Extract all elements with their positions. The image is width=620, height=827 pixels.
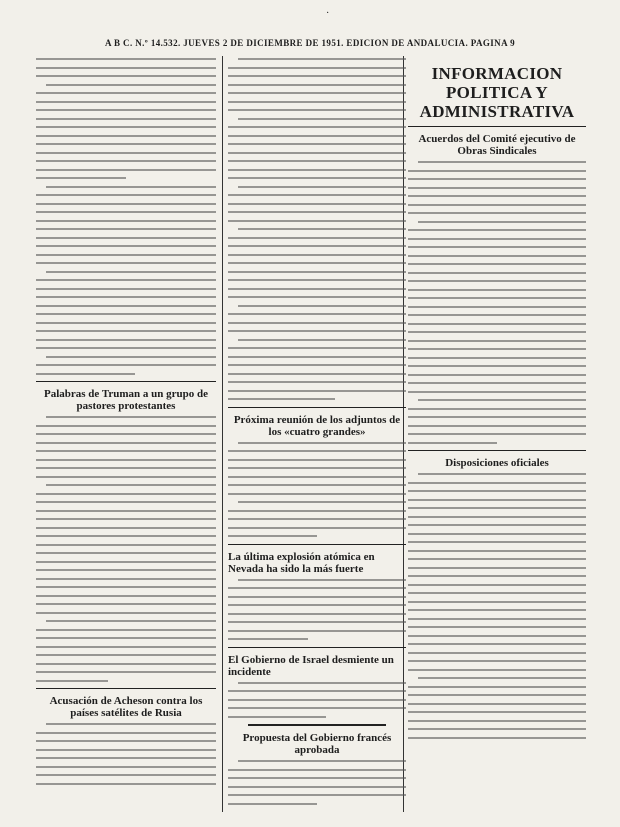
- article-body: [408, 473, 586, 739]
- column-3: [408, 58, 586, 745]
- speck: ·: [326, 8, 330, 19]
- headline-israel: El Gobierno de Israel desmiente un incidente: [228, 653, 394, 678]
- column-rule: [222, 56, 223, 812]
- headline-cuatro-grandes: Próxima reunión de los adjuntos de los «cuatro grandes»: [233, 413, 401, 438]
- headline-obras-sindicales: Acuerdos del Comité ejecutivo de Obras Sindicales: [418, 133, 576, 157]
- article-body: [36, 416, 216, 682]
- article-body: [36, 58, 216, 375]
- headline-truman: Palabras de Truman a un grupo de pastores protestantes: [43, 388, 208, 412]
- article-body: [228, 760, 406, 805]
- article-body: [228, 579, 406, 641]
- column-2: [228, 58, 406, 811]
- section-title: INFORMACION POLITICA Y ADMINISTRATIVA: [419, 64, 575, 121]
- article-body: [228, 682, 406, 718]
- headline-acheson: Acusación de Acheson contra los países satélites de Rusia: [49, 695, 203, 719]
- column-1: [36, 58, 216, 791]
- page-header: A B C. N.º 14.532. JUEVES 2 DE DICIEMBRE DE 1951. EDICION DE ANDALUCIA. PAGINA 9: [104, 38, 516, 48]
- headline-disposiciones: Disposiciones oficiales: [445, 457, 549, 469]
- article-body: [36, 723, 216, 785]
- article-body: [408, 161, 586, 444]
- article-body: [228, 58, 406, 400]
- headline-nevada: La última explosión atómica en Nevada ha sido la más fuerte: [228, 550, 375, 575]
- headline-francia: Propuesta del Gobierno francés aprobada: [242, 732, 392, 756]
- article-body: [228, 442, 406, 538]
